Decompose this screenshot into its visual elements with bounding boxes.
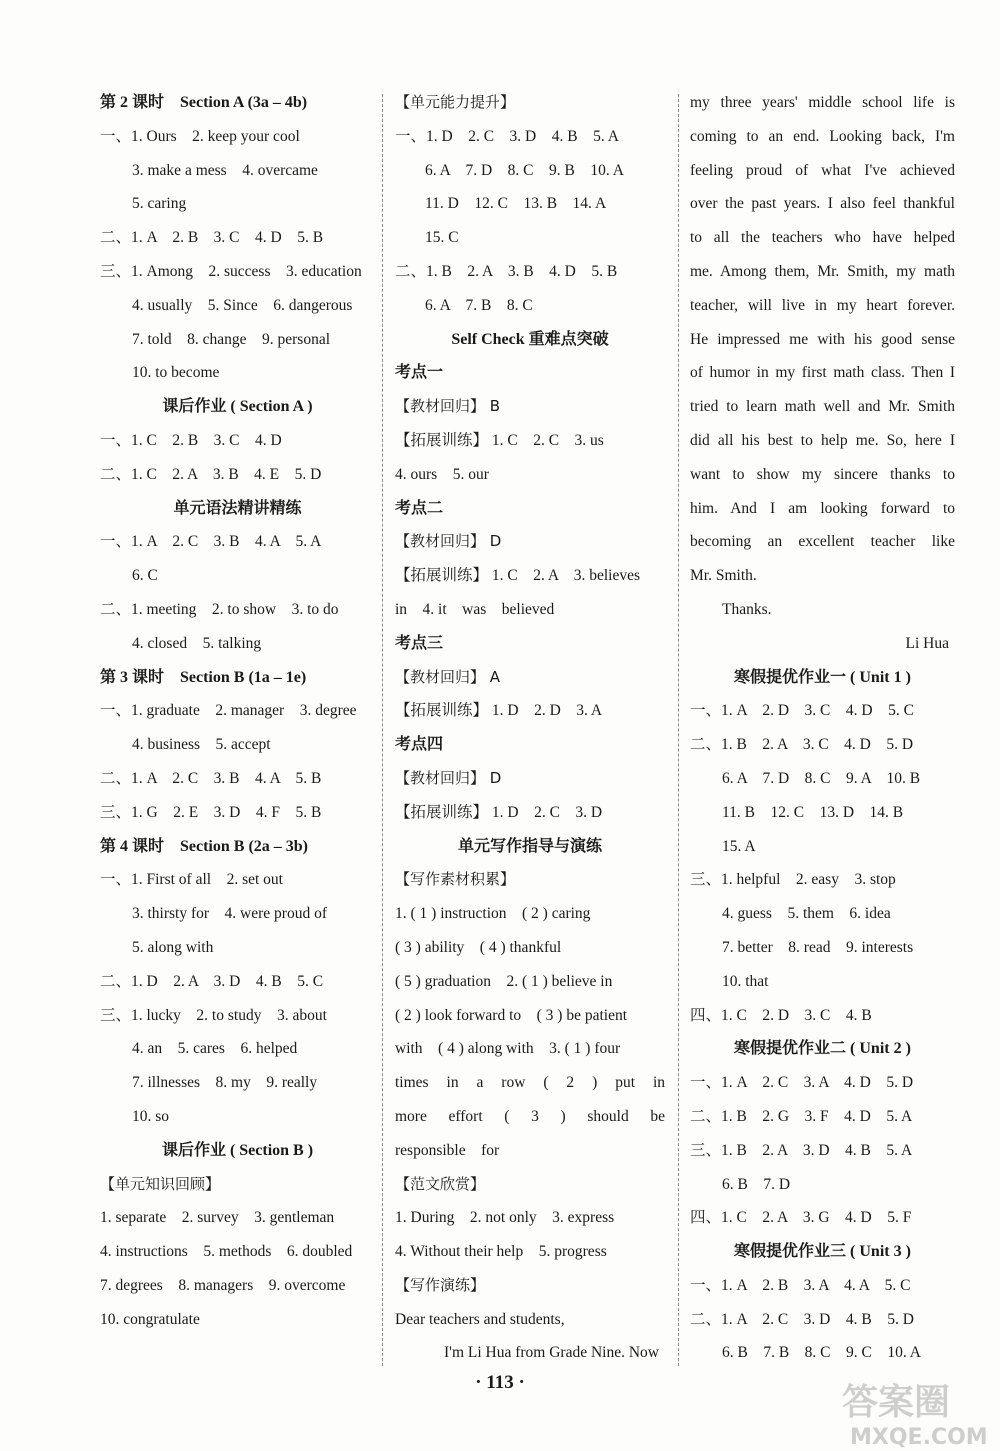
answer-line: responsible for — [395, 1141, 500, 1159]
answer-line: 一、1. graduate 2. manager 3. degree — [100, 702, 357, 720]
answer-column-left — [100, 86, 375, 1336]
answer-line: 一、1. D 2. C 3. D 4. B 5. A — [395, 127, 619, 145]
watermark-text: 答案圈 — [842, 1382, 951, 1423]
answer-line: him. And I am looking forward to — [690, 499, 955, 517]
answer-line: to all the teachers who have helped — [690, 229, 955, 247]
answer-line: Dear teachers and students, — [395, 1310, 565, 1328]
answer-line: 【单元知识回顾】 — [100, 1174, 221, 1193]
answer-line: 1. ( 1 ) instruction ( 2 ) caring — [395, 905, 591, 923]
watermark-site: MXQE.COM — [850, 1425, 988, 1450]
answer-line: 5. along with — [132, 938, 214, 956]
section-heading: 寒假提优作业二 ( Unit 2 ) — [734, 1040, 911, 1058]
answer-line: 【拓展训练】 1. C 2. C 3. us — [395, 431, 604, 449]
answer-line: Mr. Smith. — [690, 567, 757, 585]
answer-line: I'm Li Hua from Grade Nine. Now — [444, 1344, 659, 1362]
answer-line: 二、1. B 2. A 3. C 4. D 5. D — [690, 736, 914, 754]
section-heading: 考点三 — [395, 634, 444, 652]
answer-line: 三、1. G 2. E 3. D 4. F 5. B — [100, 803, 322, 821]
answer-line: 四、1. C 2. D 3. C 4. B — [690, 1006, 872, 1024]
answer-line: 1. During 2. not only 3. express — [395, 1209, 615, 1227]
section-heading: 第 3 课时 Section B (1a – 1e) — [100, 668, 307, 686]
answer-line: ( 3 ) ability ( 4 ) thankful — [395, 938, 562, 956]
answer-line: over the past years. I also feel thankful — [690, 195, 955, 213]
answer-line: did all his best to help me. So, here I — [690, 431, 955, 449]
answer-line: coming to an end. Looking back, I'm — [690, 127, 955, 145]
answer-line: 4. an 5. cares 6. helped — [132, 1040, 298, 1058]
answer-line: 【写作演练】 — [395, 1275, 486, 1294]
answer-line: 4. instructions 5. methods 6. doubled — [100, 1243, 353, 1261]
answer-line: 二、1. A 2. B 3. C 4. D 5. B — [100, 229, 324, 247]
answer-line: 11. D 12. C 13. B 14. A — [425, 195, 607, 213]
answer-line: 10. that — [722, 972, 769, 990]
answer-line: becoming an excellent teacher like — [690, 533, 955, 551]
answer-line: 4. ours 5. our — [395, 465, 489, 483]
answer-line: 一、1. A 2. C 3. A 4. D 5. D — [690, 1074, 914, 1092]
answer-line: feeling proud of what I've achieved — [690, 161, 955, 179]
watermark-logo — [830, 1368, 1000, 1451]
answer-line: 一、1. Ours 2. keep your cool — [100, 127, 300, 145]
answer-line: 6. C — [132, 567, 158, 585]
section-heading: 考点二 — [395, 499, 444, 517]
answer-line: Thanks. — [722, 600, 772, 618]
answer-line: 【拓展训练】 1. D 2. C 3. D — [395, 803, 603, 821]
section-heading: 第 2 课时 Section A (3a – 4b) — [100, 94, 308, 111]
answer-line: 10. to become — [132, 364, 220, 382]
answer-line: 【写作素材积累】 — [395, 870, 516, 889]
answer-line: teacher, will live in my heart forever. — [690, 296, 955, 314]
answer-line: 【教材回归】 D — [395, 532, 502, 551]
answer-line: Li Hua — [905, 634, 949, 652]
section-heading: 考点一 — [395, 364, 444, 382]
section-heading: 单元写作指导与演练 — [457, 837, 602, 855]
answer-line: 4. guess 5. them 6. idea — [722, 905, 891, 923]
answer-line: He impressed me with his good sense — [690, 330, 955, 348]
answer-line: 6. B 7. D — [722, 1175, 791, 1193]
answer-line: ( 5 ) graduation 2. ( 1 ) believe in — [395, 972, 613, 990]
answer-line: 一、1. A 2. C 3. B 4. A 5. A — [100, 533, 322, 551]
answer-line: 三、1. Among 2. success 3. education — [100, 262, 362, 280]
answer-line: 二、1. B 2. A 3. B 4. D 5. B — [395, 262, 618, 280]
section-heading: 寒假提优作业一 ( Unit 1 ) — [734, 668, 911, 686]
answer-line: 5. caring — [132, 195, 187, 213]
section-heading: 课后作业 ( Section B ) — [161, 1141, 314, 1159]
answer-line: my three years' middle school life is — [690, 94, 955, 111]
answer-line: 7. told 8. change 9. personal — [132, 330, 331, 348]
page-number: · 113 · — [475, 1372, 525, 1393]
section-heading: 考点四 — [395, 736, 444, 754]
answer-line: 10. congratulate — [100, 1310, 200, 1328]
answer-line: 三、1. B 2. A 3. D 4. B 5. A — [690, 1141, 913, 1159]
answer-line: 3. thirsty for 4. were proud of — [132, 905, 327, 923]
answer-line: 四、1. C 2. A 3. G 4. D 5. F — [690, 1209, 912, 1227]
answer-line: 二、1. B 2. G 3. F 4. D 5. A — [690, 1107, 913, 1125]
answer-line: 6. A 7. D 8. C 9. B 10. A — [425, 161, 624, 179]
answer-line: want to show my sincere thanks to — [690, 465, 955, 483]
answer-line: 7. degrees 8. managers 9. overcome — [100, 1276, 346, 1294]
answer-line: 【拓展训练】 1. D 2. D 3. A — [395, 702, 603, 720]
section-heading: 单元语法精讲精练 — [173, 499, 302, 517]
section-heading: 课后作业 ( Section A ) — [162, 398, 313, 416]
answer-line: 4. business 5. accept — [132, 736, 271, 754]
answer-line: 【范文欣赏】 — [395, 1174, 486, 1193]
answer-line: 4. Without their help 5. progress — [395, 1243, 607, 1261]
answer-line: 11. B 12. C 13. D 14. B — [722, 803, 904, 821]
answer-line: 一、1. A 2. D 3. C 4. D 5. C — [690, 702, 914, 720]
answer-line: tried to learn math well and Mr. Smith — [690, 398, 955, 416]
answer-line: 【教材回归】 D — [395, 768, 502, 787]
answer-line: times in a row ( 2 ) put in — [395, 1074, 665, 1092]
answer-line: 三、1. helpful 2. easy 3. stop — [690, 871, 896, 889]
answer-line: 【教材回归】 B — [395, 397, 501, 416]
answer-line: of humor in my first math class. Then I — [690, 364, 955, 382]
answer-line: 【单元能力提升】 — [395, 93, 516, 111]
answer-line: 15. C — [425, 229, 459, 247]
answer-line: 【拓展训练】 1. C 2. A 3. believes — [395, 567, 640, 585]
answer-line: 一、1. A 2. B 3. A 4. A 5. C — [690, 1276, 911, 1294]
answer-line: 4. closed 5. talking — [132, 634, 262, 652]
answer-line: more effort ( 3 ) should be — [395, 1107, 665, 1125]
answer-line: ( 2 ) look forward to ( 3 ) be patient — [395, 1006, 628, 1024]
column-divider — [382, 94, 383, 1366]
answer-line: 二、1. A 2. C 3. D 4. B 5. D — [690, 1310, 914, 1328]
section-heading: Self Check 重难点突破 — [451, 330, 609, 348]
answer-line: 1. separate 2. survey 3. gentleman — [100, 1209, 335, 1227]
answer-line: with ( 4 ) along with 3. ( 1 ) four — [395, 1040, 621, 1058]
section-heading: 寒假提优作业三 ( Unit 3 ) — [734, 1243, 911, 1261]
answer-line: 6. A 7. D 8. C 9. A 10. B — [722, 769, 921, 787]
answer-line: 7. better 8. read 9. interests — [722, 938, 914, 956]
answer-column-right — [690, 86, 955, 1370]
answer-column-middle — [395, 86, 665, 1370]
answer-line: 6. A 7. B 8. C — [425, 296, 533, 314]
answer-line: 3. make a mess 4. overcame — [132, 161, 318, 179]
answer-line: 一、1. First of all 2. set out — [100, 871, 283, 889]
answer-line: 二、1. meeting 2. to show 3. to do — [100, 600, 339, 618]
answer-line: 7. illnesses 8. my 9. really — [132, 1074, 318, 1092]
answer-line: 【教材回归】 A — [395, 667, 501, 686]
answer-line: 4. usually 5. Since 6. dangerous — [132, 296, 353, 314]
column-divider — [678, 94, 679, 1366]
answer-line: 二、1. C 2. A 3. B 4. E 5. D — [100, 465, 322, 483]
answer-line: 二、1. D 2. A 3. D 4. B 5. C — [100, 972, 324, 990]
answer-line: me. Among them, Mr. Smith, my math — [690, 262, 955, 280]
answer-line: 6. B 7. B 8. C 9. C 10. A — [722, 1344, 921, 1362]
answer-line: 二、1. A 2. C 3. B 4. A 5. B — [100, 769, 322, 787]
answer-line: in 4. it was believed — [395, 600, 555, 618]
answer-line: 三、1. lucky 2. to study 3. about — [100, 1006, 327, 1024]
answer-line: 10. so — [132, 1107, 170, 1125]
answer-line: 15. A — [722, 837, 756, 855]
section-heading: 第 4 课时 Section B (2a – 3b) — [100, 837, 309, 855]
answer-line: 一、1. C 2. B 3. C 4. D — [100, 431, 282, 449]
